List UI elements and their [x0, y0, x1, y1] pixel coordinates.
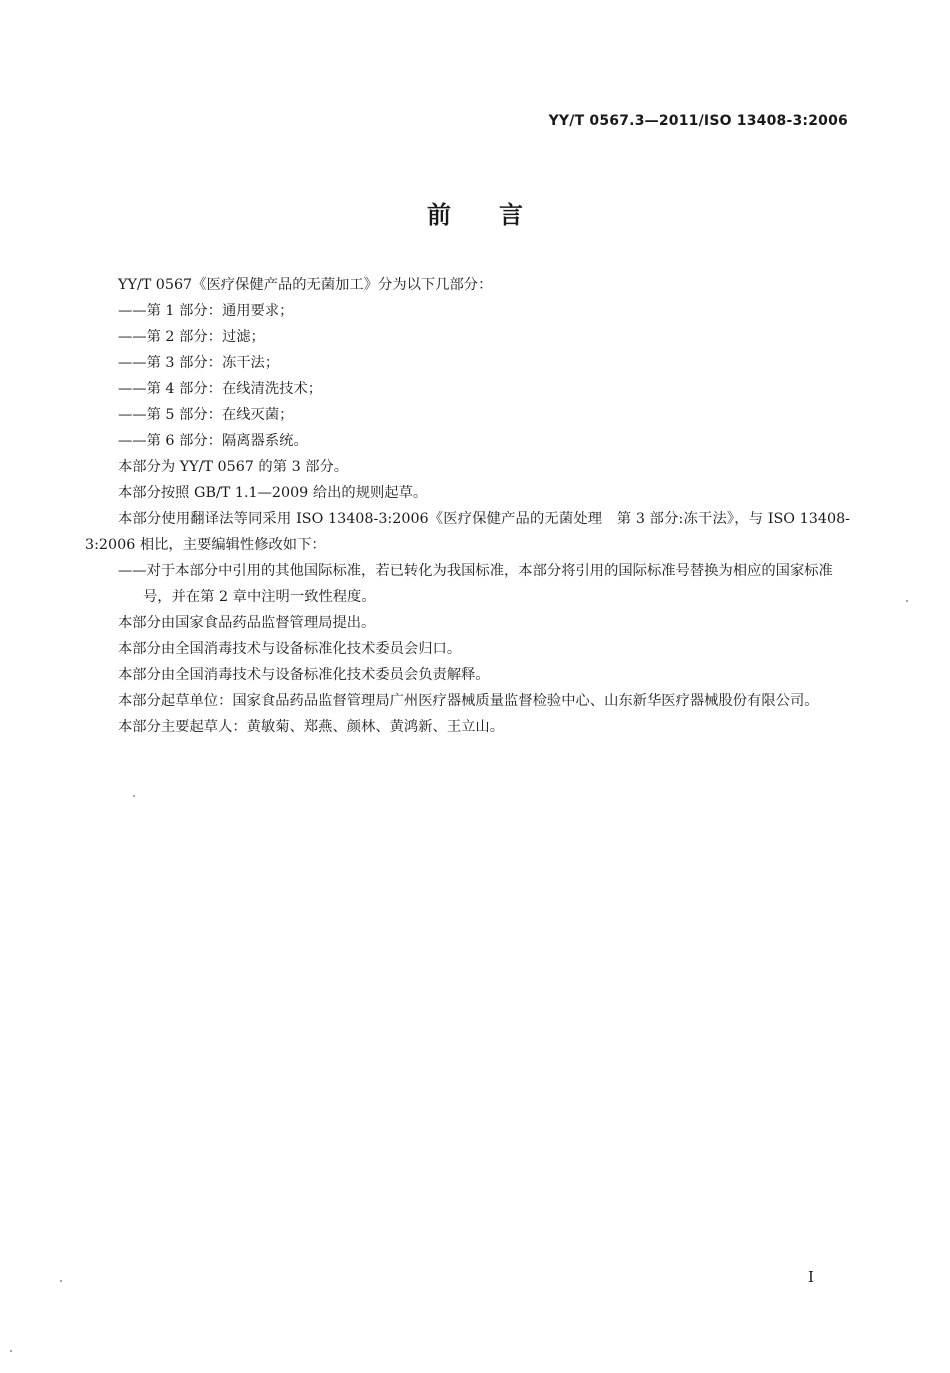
part-list-item: ——第 1 部分：通用要求；	[118, 303, 294, 319]
page-number: I	[808, 1268, 814, 1286]
scan-speck	[133, 795, 135, 797]
drafters-paragraph: 本部分主要起草人：黄敏菊、郑燕、颜林、黄鸿新、王立山。	[118, 719, 505, 735]
page-title: 前言	[427, 201, 571, 229]
this-part-paragraph: 本部分为 YY/T 0567 的第 3 部分。	[118, 459, 349, 475]
part-list-item: ——第 5 部分：在线灭菌；	[118, 407, 294, 423]
centralized-by-paragraph: 本部分由全国消毒技术与设备标准化技术委员会归口。	[118, 641, 462, 657]
part-list-item: ——第 3 部分：冻干法；	[118, 355, 280, 371]
standard-code: YY/T 0567.3—2011/ISO 13408-3:2006	[548, 113, 848, 129]
preface-body	[85, 272, 850, 740]
drafting-rules-paragraph: 本部分按照 GB/T 1.1—2009 给出的规则起草。	[118, 485, 428, 501]
interpreted-by-paragraph: 本部分由全国消毒技术与设备标准化技术委员会负责解释。	[118, 667, 490, 683]
part-list-item: ——第 6 部分：隔离器系统。	[118, 433, 308, 449]
proposed-by-paragraph: 本部分由国家食品药品监督管理局提出。	[118, 615, 376, 631]
drafting-units-paragraph: 本部分起草单位：国家食品药品监督管理局广州医疗器械质量监督检验中心、山东新华医疗器械股份有限公司。	[118, 693, 819, 709]
part-list-item: ——第 2 部分：过滤；	[118, 329, 265, 345]
modification-item: ——对于本部分中引用的其他国际标准，若已转化为我国标准，本部分将引用的国际标准号替换为相应的国家标准号，并在第 2 章中注明一致性程度。	[118, 563, 833, 605]
scan-speck	[60, 1280, 62, 1282]
intro-paragraph: YY/T 0567《医疗保健产品的无菌加工》分为以下几部分：	[118, 277, 493, 293]
scan-speck	[10, 1350, 12, 1352]
translation-paragraph: 本部分使用翻译法等同采用 ISO 13408-3:2006《医疗保健产品的无菌处理 第 3 部分:冻干法》，与 ISO 13408-3:2006 相比，主要编辑性修改如下：	[85, 511, 850, 553]
part-list-item: ——第 4 部分：在线清洗技术；	[118, 381, 323, 397]
scan-speck	[906, 600, 908, 602]
